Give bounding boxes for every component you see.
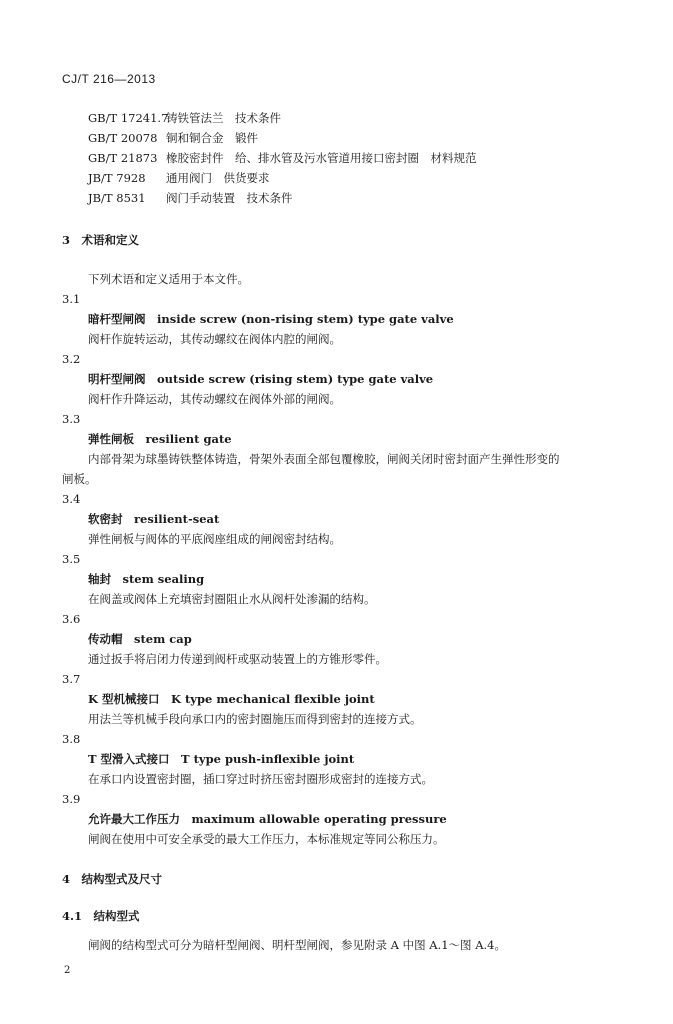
term-number: 3.8 [62,732,81,746]
term-number: 3.6 [62,612,81,626]
term-definition: 通过扳手将启闭力传递到阀杆或驱动装置上的方锥形零件。 [88,652,387,666]
term-number: 3.1 [62,292,81,306]
term-definition: 在承口内设置密封圈，插口穿过时挤压密封圈形成密封的连接方式。 [88,772,433,786]
term-number: 3.2 [62,352,81,366]
section-4-1-heading: 4.1 结构型式 [62,909,140,923]
reference-item: JB/T 8531 阀门手动装置 技术条件 [88,191,293,205]
reference-item: GB/T 20078 铜和铜合金 锻件 [88,131,258,145]
term-title: 传动帽 stem cap [88,632,192,646]
term-definition: 闸阀在使用中可安全承受的最大工作压力，本标准规定等同公称压力。 [88,832,445,846]
term-definition: 阀杆作升降运动，其传动螺纹在阀体外部的闸阀。 [88,392,341,406]
term-number: 3.4 [62,492,81,506]
term-title: 轴封 stem sealing [88,572,205,586]
term-definition: 内部骨架为球墨铸铁整体铸造，骨架外表面全部包覆橡胶，闸阀关闭时密封面产生弹性形变的 [88,452,560,466]
term-title: 允许最大工作压力 maximum allowable operating pressure [88,812,447,826]
section-4-1-text: 闸阀的结构型式可分为暗杆型闸阀、明杆型闸阀，参见附录 A 中图 A.1～图 A.4。 [88,938,506,952]
term-number: 3.5 [62,552,81,566]
term-number: 3.3 [62,412,81,426]
term-definition-continued: 闸板。 [62,472,97,486]
term-title: 明杆型闸阀 outside screw (rising stem) type gate valve [88,372,434,386]
page-number: 2 [64,965,71,976]
reference-item: JB/T 7928 通用阀门 供货要求 [88,171,270,185]
term-definition: 用法兰等机械手段向承口内的密封圈施压而得到密封的连接方式。 [88,712,422,726]
section-4-heading: 4 结构型式及尺寸 [62,872,163,886]
section-3-heading: 3 术语和定义 [62,233,140,247]
reference-item: GB/T 21873 橡胶密封件 给、排水管及污水管道用接口密封圈 材料规范 [88,151,477,165]
term-number: 3.7 [62,672,81,686]
term-title: K 型机械接口 K type mechanical flexible joint [88,692,375,706]
term-definition: 弹性闸板与阀体的平底阀座组成的闸阀密封结构。 [88,532,341,546]
term-title: 弹性闸板 resilient gate [88,432,232,446]
term-title: 软密封 resilient-seat [88,512,220,526]
term-definition: 在阀盖或阀体上充填密封圈阻止水从阀杆处渗漏的结构。 [88,592,376,606]
term-definition: 阀杆作旋转运动，其传动螺纹在阀体内腔的闸阀。 [88,332,341,346]
term-number: 3.9 [62,792,81,806]
section-3-intro: 下列术语和定义适用于本文件。 [88,272,249,286]
reference-item: GB/T 17241.7铸铁管法兰 技术条件 [88,111,281,125]
term-title: 暗杆型闸阀 inside screw (non-rising stem) type gate valve [88,312,454,326]
document-header: CJ/T 216—2013 [62,72,156,86]
term-title: T 型滑入式接口 T type push-inflexible joint [88,752,355,766]
